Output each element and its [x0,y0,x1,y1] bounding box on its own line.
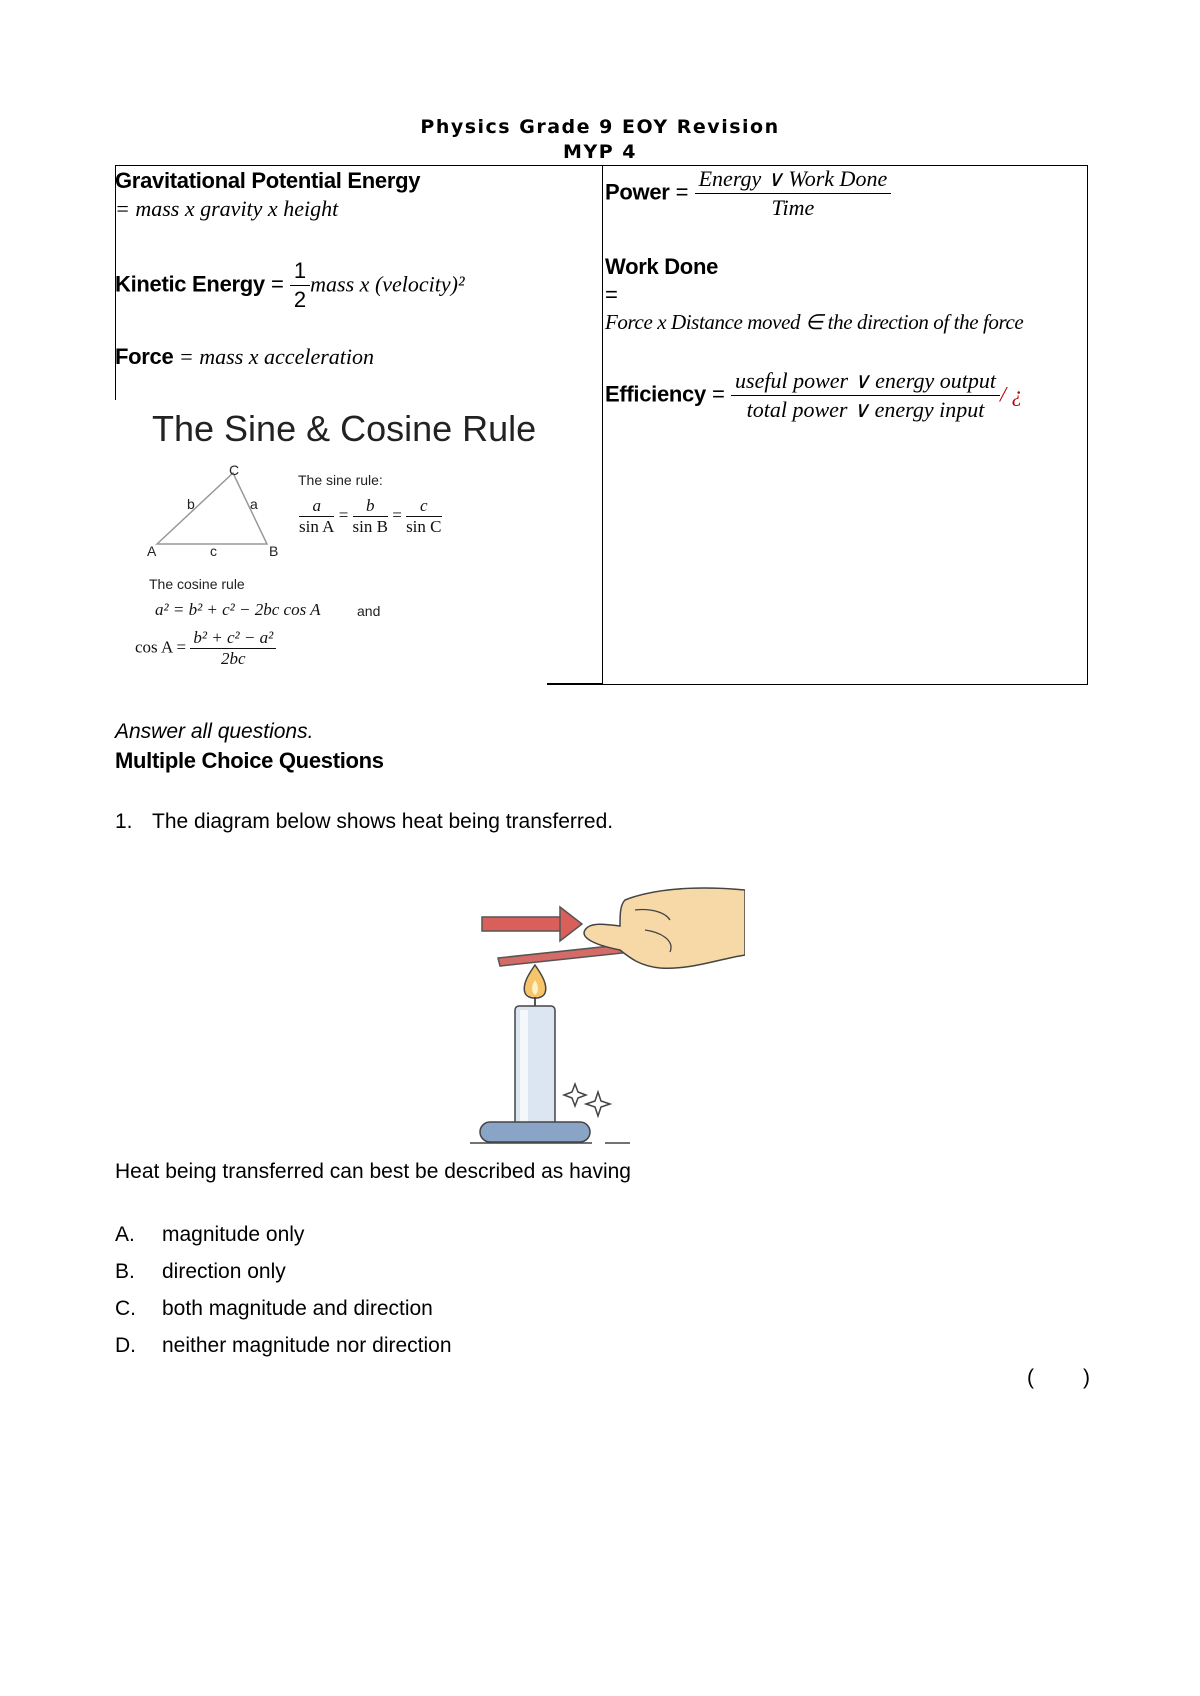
work-done-label: Work Done [605,254,719,279]
option-b-letter: B. [115,1260,135,1283]
power-equals: = [669,179,695,205]
sine-den-b: sin B [352,517,388,536]
option-a-text[interactable]: magnitude only [162,1223,305,1246]
sine-den-a: sin A [299,517,335,536]
force-formula [115,343,374,371]
instructions: Answer all questions. [115,720,314,743]
sine-frac-b [353,496,388,537]
power-numerator: Energy ∨ Work Done [695,165,892,194]
side-c: c [210,543,217,559]
question-text: The diagram below shows heat being transferred. [152,810,614,833]
option-c-text[interactable]: both magnitude and direction [162,1297,433,1320]
gpe-expression: = mass x gravity x height [115,196,339,221]
sine-frac-c [406,496,441,537]
power-formula [605,165,891,222]
cosine-rule-label: The cosine rule [149,576,245,592]
efficiency-tail: / ¿ [999,381,1023,407]
ke-numerator: 1 [290,257,310,286]
efficiency-fraction [731,367,1000,424]
vertex-c: C [229,462,240,478]
gpe-formula [115,167,420,195]
cosine-rule-eq1: a² = b² + c² − 2bc cos A [155,600,321,619]
sine-num-a: a [299,496,334,517]
sine-rule-formula [299,496,442,537]
sine-eq-1: = [338,505,349,525]
cosine-rule-eq2 [135,628,276,669]
formula-cell-right [602,165,1088,685]
vertex-a: A [147,543,157,559]
candle-base [480,1122,590,1142]
cosine-frac [190,628,276,669]
ke-fraction [290,257,310,314]
power-fraction [695,165,892,222]
cosine-numerator: b² + c² − a² [190,628,276,649]
option-d-text[interactable]: neither magnitude nor direction [162,1334,452,1357]
and-word: and [357,603,381,619]
side-a: a [250,496,258,512]
work-done-label-row [605,253,718,281]
section-title: Multiple Choice Questions [115,748,384,773]
efficiency-equals: = [705,381,732,407]
efficiency-formula [605,367,1023,424]
ke-denominator: 2 [293,287,307,312]
efficiency-denominator: total power ∨ energy input [746,397,985,422]
ke-label: Kinetic Energy [115,271,265,297]
candle-highlight [520,1010,528,1122]
sine-cosine-panel [117,400,547,685]
option-a-letter: A. [115,1223,135,1246]
gpe-label: Gravitational Potential Energy [115,168,421,193]
work-done-expression: Force x Distance moved ∈ the direction of the force [605,310,1024,334]
efficiency-label: Efficiency [605,381,706,407]
ke-expression: mass x (velocity)² [310,271,465,297]
question-number: 1. [115,810,133,833]
sparkle [564,1084,586,1106]
hand [584,888,745,968]
answer-bracket-close[interactable]: ) [1083,1366,1090,1389]
side-b: b [187,496,195,512]
sine-eq-2: = [392,505,402,525]
cosine-lhs: cos A = [135,637,187,657]
heat-arrow-head [560,907,582,941]
heat-arrow [482,917,562,931]
efficiency-numerator: useful power ∨ energy output [731,367,1000,396]
sine-num-b: b [353,496,388,517]
option-c-letter: C. [115,1297,136,1320]
force-expression: = mass x acceleration [173,344,374,369]
cosine-denominator: 2bc [221,649,246,668]
sine-den-c: sin C [406,517,442,536]
ke-equals: = [264,271,290,297]
title-line-1: Physics Grade 9 EOY Revision [420,116,780,138]
force-label: Force [115,344,174,369]
sine-rule-label: The sine rule: [298,472,383,488]
sparkle [586,1092,610,1116]
power-denominator: Time [771,195,815,220]
question-stem: Heat being transferred can best be described as having [115,1160,631,1183]
work-done-equals: = [605,282,618,307]
answer-bracket-open[interactable]: ( [1027,1366,1034,1389]
sine-frac-a [299,496,334,537]
power-label: Power [605,179,670,205]
title-line-2: MYP 4 [563,141,637,163]
page-title [0,115,1200,165]
heat-transfer-illustration [470,860,745,1145]
option-d-letter: D. [115,1334,136,1357]
sine-cosine-title: The Sine & Cosine Rule [152,408,537,449]
cell-bottom-rule [543,683,603,685]
option-b-text[interactable]: direction only [162,1260,286,1283]
ke-formula [115,257,465,314]
sine-num-c: c [406,496,441,517]
vertex-b: B [269,543,279,559]
